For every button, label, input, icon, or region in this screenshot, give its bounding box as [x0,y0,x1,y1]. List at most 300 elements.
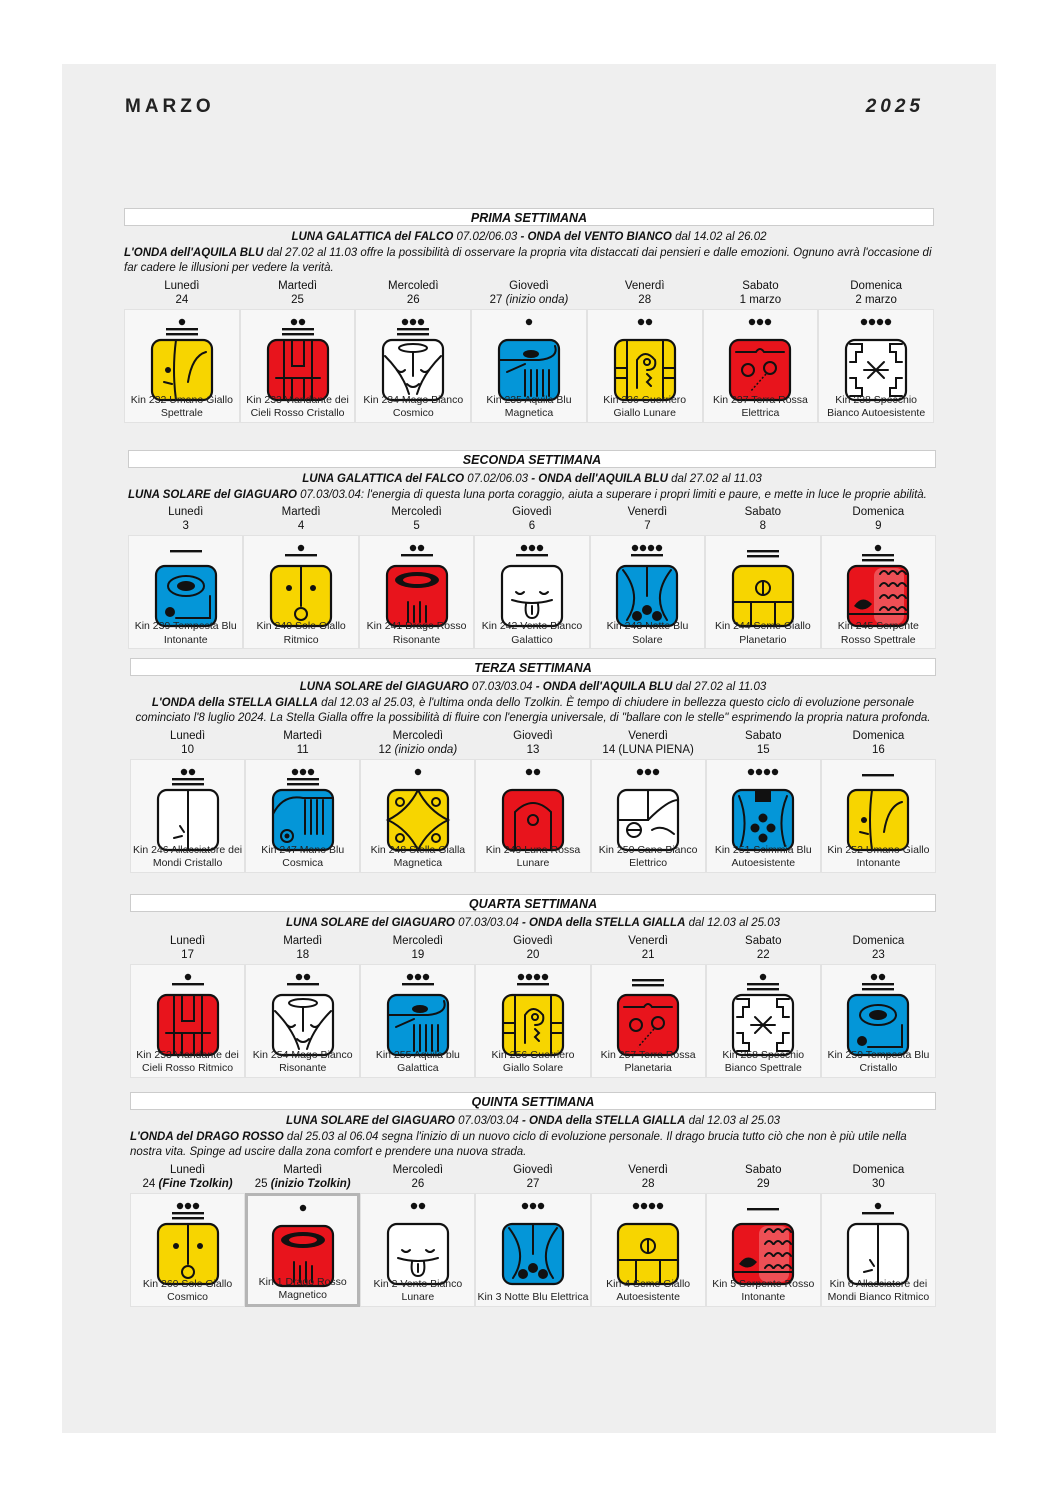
weekday-column [706,729,821,757]
kin-cell[interactable] [130,964,245,1078]
drago-seal-icon [384,542,450,628]
kin-row [130,1193,936,1307]
notte-glyph-icon [614,542,680,628]
day-date [360,743,475,757]
kin-cell[interactable] [128,535,243,649]
seme-glyph-icon [730,542,796,628]
weekday-name: Mercoledì [392,729,444,742]
text-phrase: dal 25.03 al 06.04 segna l'inizio di un nuovo ciclo di evoluzione personale. Il drago brucia tutto ciò che non è più utile nella nostra vita. Spinge ad uscire dalla zona comfort e prendere una nuova strada. [130,1130,907,1158]
kin-cell[interactable] [243,535,358,649]
weekday-name: Martedì [283,729,323,742]
weekday-name: Sabato [742,279,779,292]
kin-caption: Kin 236 Guerriero Giallo Lunare [603,393,687,419]
kin-cell[interactable] [360,964,475,1078]
day-date [128,519,243,533]
weekday-column [474,505,589,533]
weekday-column [706,934,821,962]
weekday-column [130,934,245,962]
bold-phrase: LUNA SOLARE del GIAGUARO [285,917,455,929]
weekday-name: Sabato [745,729,782,742]
aquila-seal-icon [496,316,562,402]
kin-caption: Kin 232 Umano Giallo Spettrale [130,393,233,419]
kin-caption: Kin 1 Drago Rosso Magnetico [258,1275,347,1301]
date-number: 30 [872,1177,885,1190]
kin-cell[interactable] [821,1193,936,1307]
weekday-name: Giovedì [513,1163,553,1176]
specchio-glyph-icon [730,971,796,1057]
day-date [124,293,240,307]
weekday-column [706,1163,821,1191]
weekday-name: Sabato [744,506,782,518]
day-date [245,743,360,757]
day-date [587,293,703,307]
seme-seal-icon [730,542,796,628]
weekday-name: Venerdì [628,934,668,947]
sole-seal-icon [268,542,334,628]
kin-cell[interactable] [590,535,705,649]
kin-caption: Kin 235 Aquila Blu Magnetica [486,393,572,419]
day-date [245,948,360,962]
kin-caption: Kin 234 Mago Bianco Cosmico [363,393,464,419]
kin-row [128,535,936,649]
day-date [821,519,936,533]
day-date [821,743,936,757]
day-date [705,519,820,533]
aquila-glyph-icon [496,316,562,402]
weekday-column [475,729,590,757]
mago-seal-icon [380,316,446,402]
weekday-header [130,1163,936,1191]
date-number: 14 (LUNA PIENA) [602,743,694,756]
tempesta-seal-icon [845,971,911,1057]
kin-caption: Kin 257 Terra Rossa Planetaria [600,1048,696,1074]
text-phrase: 07.03/03.04 [468,681,536,693]
seme-glyph-icon [615,1200,681,1286]
terra-seal-icon [615,971,681,1057]
cane-glyph-icon [615,766,681,852]
umano-seal-icon [149,316,215,402]
weekday-column [821,1163,936,1191]
date-number: 27 [489,293,503,306]
weekday-name: Domenica [852,506,905,518]
week-title: SECONDA SETTIMANA [128,450,936,468]
vento-glyph-icon [499,542,565,628]
day-date [475,743,590,757]
umano-glyph-icon [845,766,911,852]
wave-description [124,230,934,246]
guerriero-seal-icon [500,971,566,1057]
weekday-name: Giovedì [509,279,549,292]
kin-caption: Kin 249 Luna Rossa Lunare [485,843,581,869]
weekday-column [818,279,934,307]
scimmia-seal-icon [730,766,796,852]
kin-caption: Kin 260 Sole Giallo Cosmico [142,1277,233,1303]
weekday-column [587,279,703,307]
date-number: 24 [175,293,189,306]
viandante-glyph-icon [155,971,221,1057]
kin-cell[interactable] [821,759,936,873]
date-number: 28 [638,293,652,306]
kin-caption: Kin 259 Tempesta Blu Cristallo [827,1048,930,1074]
bold-phrase: LUNA SOLARE del GIAGUARO [285,1115,455,1127]
specchio-seal-icon [843,316,909,402]
weekday-name: Sabato [745,934,782,947]
date-number: 22 [756,948,770,961]
wave-description [124,246,934,277]
kin-caption: Kin 245 Serpente Rosso Spettrale [837,620,919,646]
specchio-glyph-icon [843,316,909,402]
text-phrase: 07.03/03.04 [454,917,523,929]
wave-description [130,916,936,932]
kin-cell[interactable] [124,309,240,423]
notte-glyph-icon [500,1200,566,1286]
kin-cell[interactable] [818,309,934,423]
week-title: QUARTA SETTIMANA [130,894,936,912]
weekday-column [590,505,705,533]
vento-seal-icon [385,1200,451,1286]
guerriero-seal-icon [612,316,678,402]
kin-cell[interactable] [706,1193,821,1307]
luna-seal-icon [500,766,566,852]
kin-caption: Kin 253 Viandante dei Cieli Rosso Ritmico [136,1048,239,1074]
text-phrase: 07.02/06.03 [464,473,532,485]
kin-cell[interactable] [706,964,821,1078]
weekday-column [243,505,358,533]
allacciatore-seal-icon [845,1200,911,1286]
kin-caption: Kin 254 Mago Bianco Risonante [252,1048,353,1074]
wave-description [128,488,936,504]
aquila-seal-icon [385,971,451,1057]
kin-cell[interactable] [245,964,360,1078]
kin-row [124,309,934,423]
date-number: 13 [526,743,540,756]
kin-cell[interactable] [591,1193,706,1307]
weekday-name: Sabato [745,1163,782,1176]
kin-caption: Kin 247 Mano Blu Cosmica [261,843,345,869]
date-number: 5 [413,520,420,532]
date-number: 18 [296,948,310,961]
text-phrase: dal 12.03 al 25.03 [685,1115,781,1127]
sole-seal-icon [155,1200,221,1286]
day-date [359,519,474,533]
date-number: 6 [528,520,536,532]
kin-cell[interactable] [591,964,706,1078]
weekday-name: Domenica [852,729,905,742]
weekday-name: Lunedì [169,934,206,947]
text-phrase: 07.03/03.04: l'energia di questa luna porta coraggio, aiuta a superare i propri limiti e paure, e mette in luce le proprie abilità. [296,488,927,501]
week-quinta [130,1092,936,1307]
weekday-name: Domenica [850,279,903,292]
day-date [474,519,589,533]
date-number: 7 [644,520,651,532]
bold-phrase: - ONDA della STELLA GIALLA [522,917,686,929]
date-note: (inizio onda) [394,743,458,756]
kin-cell[interactable] [821,964,936,1078]
bold-phrase: - ONDA dell'AQUILA BLU [535,681,673,693]
tempesta-glyph-icon [153,542,219,628]
date-number: 24 [142,1177,156,1190]
date-number: 8 [759,520,767,532]
week-prima [124,208,934,423]
year-title: 2025 [865,96,924,117]
weekday-name: Lunedì [169,1163,206,1176]
scimmia-glyph-icon [730,766,796,852]
date-number: 2 marzo [855,293,897,306]
week-seconda [128,450,936,649]
kin-caption: Kin 258 Specchio Bianco Spettrale [722,1048,805,1074]
weekday-column [130,1163,245,1191]
allacciatore-glyph-icon [845,1200,911,1286]
weekday-column [124,279,240,307]
weekday-column [360,1163,475,1191]
day-date [360,1177,475,1191]
weekday-column [705,505,820,533]
weekday-name: Martedì [278,279,318,292]
day-date [818,293,934,307]
date-number: 12 [378,743,392,756]
kin-row [130,964,936,1078]
date-number: 15 [756,743,770,756]
wave-description [130,1114,936,1130]
kin-caption: Kin 243 Notte Blu Solare [606,620,689,646]
kin-cell[interactable] [240,309,356,423]
date-number: 29 [756,1177,770,1190]
date-number: 20 [526,948,540,961]
kin-caption: Kin 246 Allacciatore dei Mondi Cristallo [132,843,243,869]
aquila-glyph-icon [385,971,451,1057]
kin-caption: Kin 6 Allacciatore dei Mondi Bianco Ritmico [827,1277,930,1303]
terra-glyph-icon [727,316,793,402]
kin-caption: Kin 241 Drago Rosso Risonante [366,620,467,646]
weekday-name: Lunedì [169,729,206,742]
kin-cell[interactable] [587,309,703,423]
day-date [355,293,471,307]
bold-phrase: LUNA SOLARE del GIAGUARO [128,488,297,501]
kin-caption: Kin 2 Vento Bianco Lunare [373,1277,463,1303]
date-number: 25 [291,293,304,306]
kin-cell[interactable] [355,309,471,423]
bold-phrase: L'ONDA della STELLA GIALLA [151,696,318,709]
umano-glyph-icon [149,316,215,402]
cane-seal-icon [615,766,681,852]
weekday-name: Giovedì [513,934,553,947]
weekday-header [130,934,936,962]
kin-cell[interactable] [475,1193,590,1307]
day-date [471,293,587,307]
bold-phrase: L'ONDA del DRAGO ROSSO [130,1130,284,1143]
weekday-name: Mercoledì [388,279,439,292]
weekday-name: Mercoledì [391,506,442,518]
kin-cell[interactable] [706,759,821,873]
weekday-column [360,934,475,962]
weekday-column [475,934,590,962]
month-title: MARZO [125,96,215,117]
day-date [706,948,821,962]
weekday-name: Giovedì [512,506,552,518]
kin-cell[interactable] [245,759,360,873]
date-number: 10 [181,743,194,756]
date-note: (Fine Tzolkin) [158,1177,233,1190]
weekday-column [591,1163,706,1191]
week-title: TERZA SETTIMANA [130,658,936,676]
tempesta-seal-icon [153,542,219,628]
kin-cell[interactable] [359,535,474,649]
serpente-seal-icon [845,542,911,628]
week-title: QUINTA SETTIMANA [130,1092,936,1110]
guerriero-glyph-icon [612,316,678,402]
date-number: 4 [297,520,305,532]
kin-caption: Kin 239 Tempesta Blu Intonante [134,620,237,646]
day-date [590,519,705,533]
weekday-name: Domenica [852,934,905,947]
text-phrase: dal 27.02 al 11.03 offre la possibilità di osservare la propria vita distaccati dai pensieri e dalle emozioni. Ognuno avrà l'occasione di far cadere le illusioni per vedere la verità. [124,246,932,274]
kin-cell[interactable] [360,1193,475,1307]
weekday-column [821,729,936,757]
date-number: 26 [406,293,420,306]
kin-caption: Kin 3 Notte Blu Elettrica [477,1291,589,1303]
kin-caption: Kin 237 Terra Rossa Elettrica [712,393,808,419]
weekday-name: Mercoledì [392,1163,444,1176]
wave-description [128,472,936,488]
umano-seal-icon [845,766,911,852]
date-number: 25 [254,1177,268,1190]
kin-caption: Kin 244 Seme Giallo Planetario [714,620,811,646]
day-date [243,519,358,533]
weekday-column [591,934,706,962]
wave-description [130,696,936,727]
weekday-column [130,729,245,757]
day-date [240,293,356,307]
stella-glyph-icon [385,766,451,852]
stella-seal-icon [385,766,451,852]
weekday-column [591,729,706,757]
bold-phrase: LUNA GALATTICA del FALCO [291,231,454,243]
day-date [591,743,706,757]
terra-seal-icon [727,316,793,402]
wave-description [130,680,936,696]
day-date [130,948,245,962]
day-date [130,743,245,757]
weekday-name: Venerdì [627,506,668,518]
date-number: 3 [182,520,189,532]
kin-cell[interactable] [360,759,475,873]
weekday-header [124,279,934,307]
kin-cell[interactable] [245,1193,360,1307]
mago-seal-icon [270,971,336,1057]
weekday-name: Martedì [281,506,321,518]
kin-caption: Kin 252 Umano Giallo Intonante [827,843,930,869]
weekday-column [355,279,471,307]
vento-glyph-icon [385,1200,451,1286]
text-phrase: dal 12.03 al 25.03 [685,917,781,929]
vento-seal-icon [499,542,565,628]
weekday-column [821,505,936,533]
sole-glyph-icon [268,542,334,628]
day-date [360,948,475,962]
drago-glyph-icon [384,542,450,628]
luna-glyph-icon [500,766,566,852]
viandante-glyph-icon [265,316,331,402]
notte-seal-icon [500,1200,566,1286]
kin-cell[interactable] [471,309,587,423]
date-number: 19 [411,948,425,961]
specchio-seal-icon [730,971,796,1057]
weekday-name: Domenica [852,1163,905,1176]
terra-glyph-icon [615,971,681,1057]
kin-caption: Kin 242 Vento Bianco Galattico [481,620,583,646]
date-number: 16 [872,743,885,756]
mano-glyph-icon [270,766,336,852]
weekday-column [703,279,819,307]
date-number: 9 [875,520,882,532]
text-phrase: 07.03/03.04 [454,1115,523,1127]
kin-caption: Kin 250 Cane Bianco Elettrico [598,843,698,869]
day-date [703,293,819,307]
date-note: (inizio onda) [505,293,569,306]
bold-phrase: L'ONDA dell'AQUILA BLU [124,246,264,259]
mago-glyph-icon [270,971,336,1057]
weekday-column [128,505,243,533]
sole-glyph-icon [155,1200,221,1286]
day-date [591,948,706,962]
guerriero-glyph-icon [500,971,566,1057]
text-phrase: 07.02/06.03 [453,231,521,243]
mano-seal-icon [270,766,336,852]
weekday-name: Giovedì [513,729,553,742]
bold-phrase: - ONDA della STELLA GIALLA [522,1115,686,1127]
weekday-name: Venerdì [628,729,668,742]
tempesta-glyph-icon [845,971,911,1057]
day-date [706,743,821,757]
kin-cell[interactable] [591,759,706,873]
bold-phrase: LUNA SOLARE del GIAGUARO [299,681,469,693]
kin-cell[interactable] [474,535,589,649]
kin-caption: Kin 240 Sole Giallo Ritmico [256,620,346,646]
kin-cell[interactable] [705,535,820,649]
kin-caption: Kin 255 Aquila blu Galattica [375,1048,460,1074]
text-phrase: dal 27.02 al 11.03 [667,473,762,485]
allacciatore-glyph-icon [155,766,221,852]
kin-cell[interactable] [703,309,819,423]
kin-caption: Kin 4 Seme Giallo Autoesistente [606,1277,691,1303]
day-date [130,1177,245,1191]
mago-glyph-icon [380,316,446,402]
kin-cell[interactable] [130,1193,245,1307]
kin-cell[interactable] [130,759,245,873]
kin-cell[interactable] [475,759,590,873]
bold-phrase: - ONDA del VENTO BIANCO [520,231,672,243]
bold-phrase: LUNA GALATTICA del FALCO [302,473,465,485]
date-number: 28 [641,1177,655,1190]
weekday-name: Venerdì [624,279,665,292]
kin-cell[interactable] [821,535,936,649]
kin-caption: Kin 251 Scimmia Blu Autoesistente [714,843,812,869]
kin-caption: Kin 256 Guerriero Giallo Solare [491,1048,575,1074]
date-note: (inizio Tzolkin) [270,1177,351,1190]
date-number: 21 [641,948,655,961]
day-date [475,948,590,962]
weekday-column [471,279,587,307]
day-date [821,1177,936,1191]
weekday-column [821,934,936,962]
kin-cell[interactable] [475,964,590,1078]
kin-caption: Kin 238 Specchio Bianco Autoesistente [827,393,926,419]
weekday-column [359,505,474,533]
weekday-name: Mercoledì [392,934,444,947]
seme-seal-icon [615,1200,681,1286]
serpente-glyph-icon [845,542,911,628]
weekday-name: Lunedì [168,506,204,518]
